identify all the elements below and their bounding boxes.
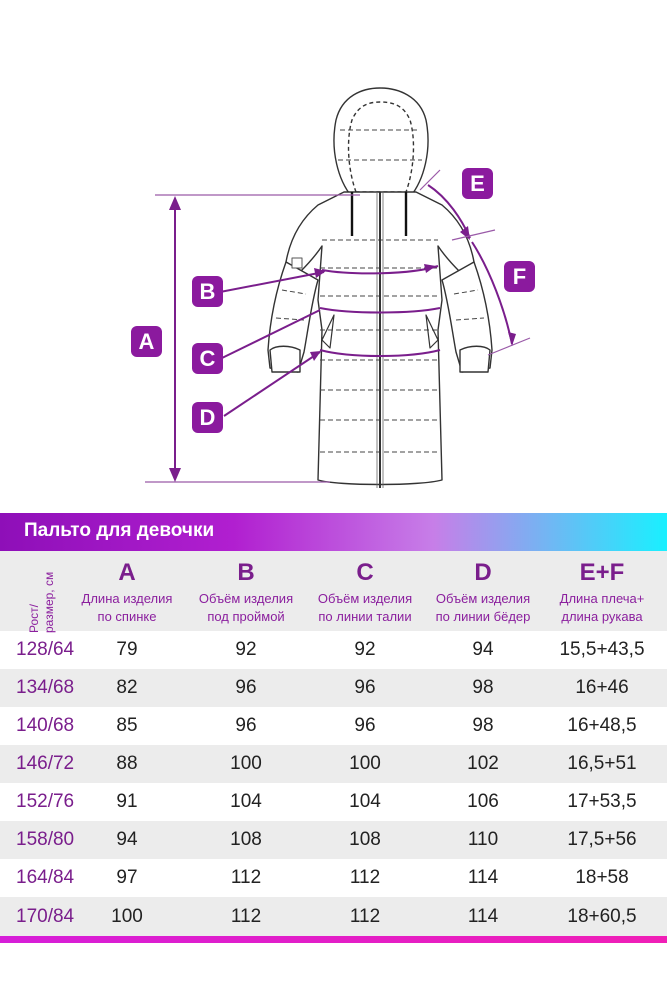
bottom-accent-bar [0,936,667,943]
table-row [0,669,667,707]
column-d-desc-line2: по линии бёдер [435,609,531,624]
size-cell: 128/64 [16,639,75,660]
badge-a-text: A [138,329,155,354]
size-header-line1: Рост/ [27,604,41,633]
value-a: 97 [116,867,138,888]
table-row [0,859,667,897]
column-b-desc-line2: под проймой [207,609,285,624]
value-b: 92 [235,639,257,660]
value-a: 82 [116,677,138,698]
value-d: 102 [467,753,499,774]
value-d: 98 [472,677,494,698]
value-b: 96 [235,715,257,736]
value-c: 108 [349,829,381,850]
size-cell: 146/72 [16,753,75,774]
value-ef: 18+60,5 [567,905,637,927]
value-b: 108 [230,829,262,850]
column-d-desc-line1: Объём изделия [435,591,531,606]
badge-c [192,343,223,374]
value-c: 112 [349,867,381,888]
column-a-desc [67,590,187,626]
value-c: 100 [349,753,381,774]
value-d: 106 [467,791,499,812]
column-a-desc-line2: по спинке [97,609,157,624]
column-b-letter: B [237,559,255,586]
badge-d [192,402,223,433]
column-c-desc-line1: Объём изделия [317,591,413,606]
value-c: 112 [349,905,381,927]
value-b: 112 [230,867,262,888]
column-c-letter: C [356,559,374,586]
table-row [0,707,667,745]
value-a: 79 [116,639,138,660]
table-title: Пальто для девочки [24,520,215,541]
badge-d-text: D [199,405,216,430]
value-a: 94 [116,829,138,850]
column-a-letter: A [118,559,136,586]
table-header-row [0,551,667,631]
value-d: 98 [472,715,494,736]
value-b: 100 [230,753,262,774]
badge-a [131,326,162,357]
size-header-line2: размер, см [42,571,56,633]
value-a: 91 [116,791,138,812]
badge-b-text: B [199,279,216,304]
table-row [0,745,667,783]
value-d: 114 [467,905,499,927]
column-d-letter: D [474,559,492,586]
badge-f-text: F [512,264,527,289]
value-ef: 18+58 [575,867,629,888]
table-row [0,897,667,936]
value-a: 85 [116,715,138,736]
value-ef: 16+48,5 [567,715,637,736]
column-ef-letter: E+F [579,559,625,586]
value-ef: 15,5+43,5 [559,639,645,660]
value-c: 96 [354,677,376,698]
value-a: 100 [111,905,143,927]
value-ef: 16,5+51 [567,753,637,774]
column-a-desc-line1: Длина изделия [81,591,173,606]
badge-f [504,261,535,292]
value-d: 114 [467,867,499,888]
value-c: 92 [354,639,376,660]
table-row [0,821,667,859]
size-cell: 134/68 [16,677,75,698]
table-row [0,631,667,669]
value-ef: 17+53,5 [567,791,637,812]
coat-illustration [268,88,492,488]
size-cell: 170/84 [16,905,75,927]
value-b: 104 [230,791,262,812]
column-ef-desc [542,590,662,626]
value-ef: 16+46 [575,677,629,698]
title-bar [0,513,667,551]
value-d: 110 [467,829,499,850]
value-b: 112 [230,905,262,927]
badge-e [462,168,493,199]
column-c-desc [305,590,425,626]
column-d-desc [423,590,543,626]
column-ef-desc-line1: Длина плеча+ [559,591,645,606]
badge-e-text: E [470,171,485,196]
column-c-desc-line2: по линии талии [318,609,412,624]
value-b: 96 [235,677,257,698]
size-cell: 140/68 [16,715,75,736]
value-c: 96 [354,715,376,736]
size-cell: 158/80 [16,829,75,850]
table-row [0,783,667,821]
badge-b [192,276,223,307]
value-ef: 17,5+56 [567,829,637,850]
size-cell: 152/76 [16,791,75,812]
size-column-header [27,553,57,633]
value-c: 104 [349,791,381,812]
column-ef-desc-line2: длина рукава [561,609,643,624]
value-d: 94 [472,639,494,660]
column-b-desc [186,590,306,626]
column-b-desc-line1: Объём изделия [198,591,294,606]
value-a: 88 [116,753,138,774]
badge-c-text: C [199,346,216,371]
size-cell: 164/84 [16,867,75,888]
